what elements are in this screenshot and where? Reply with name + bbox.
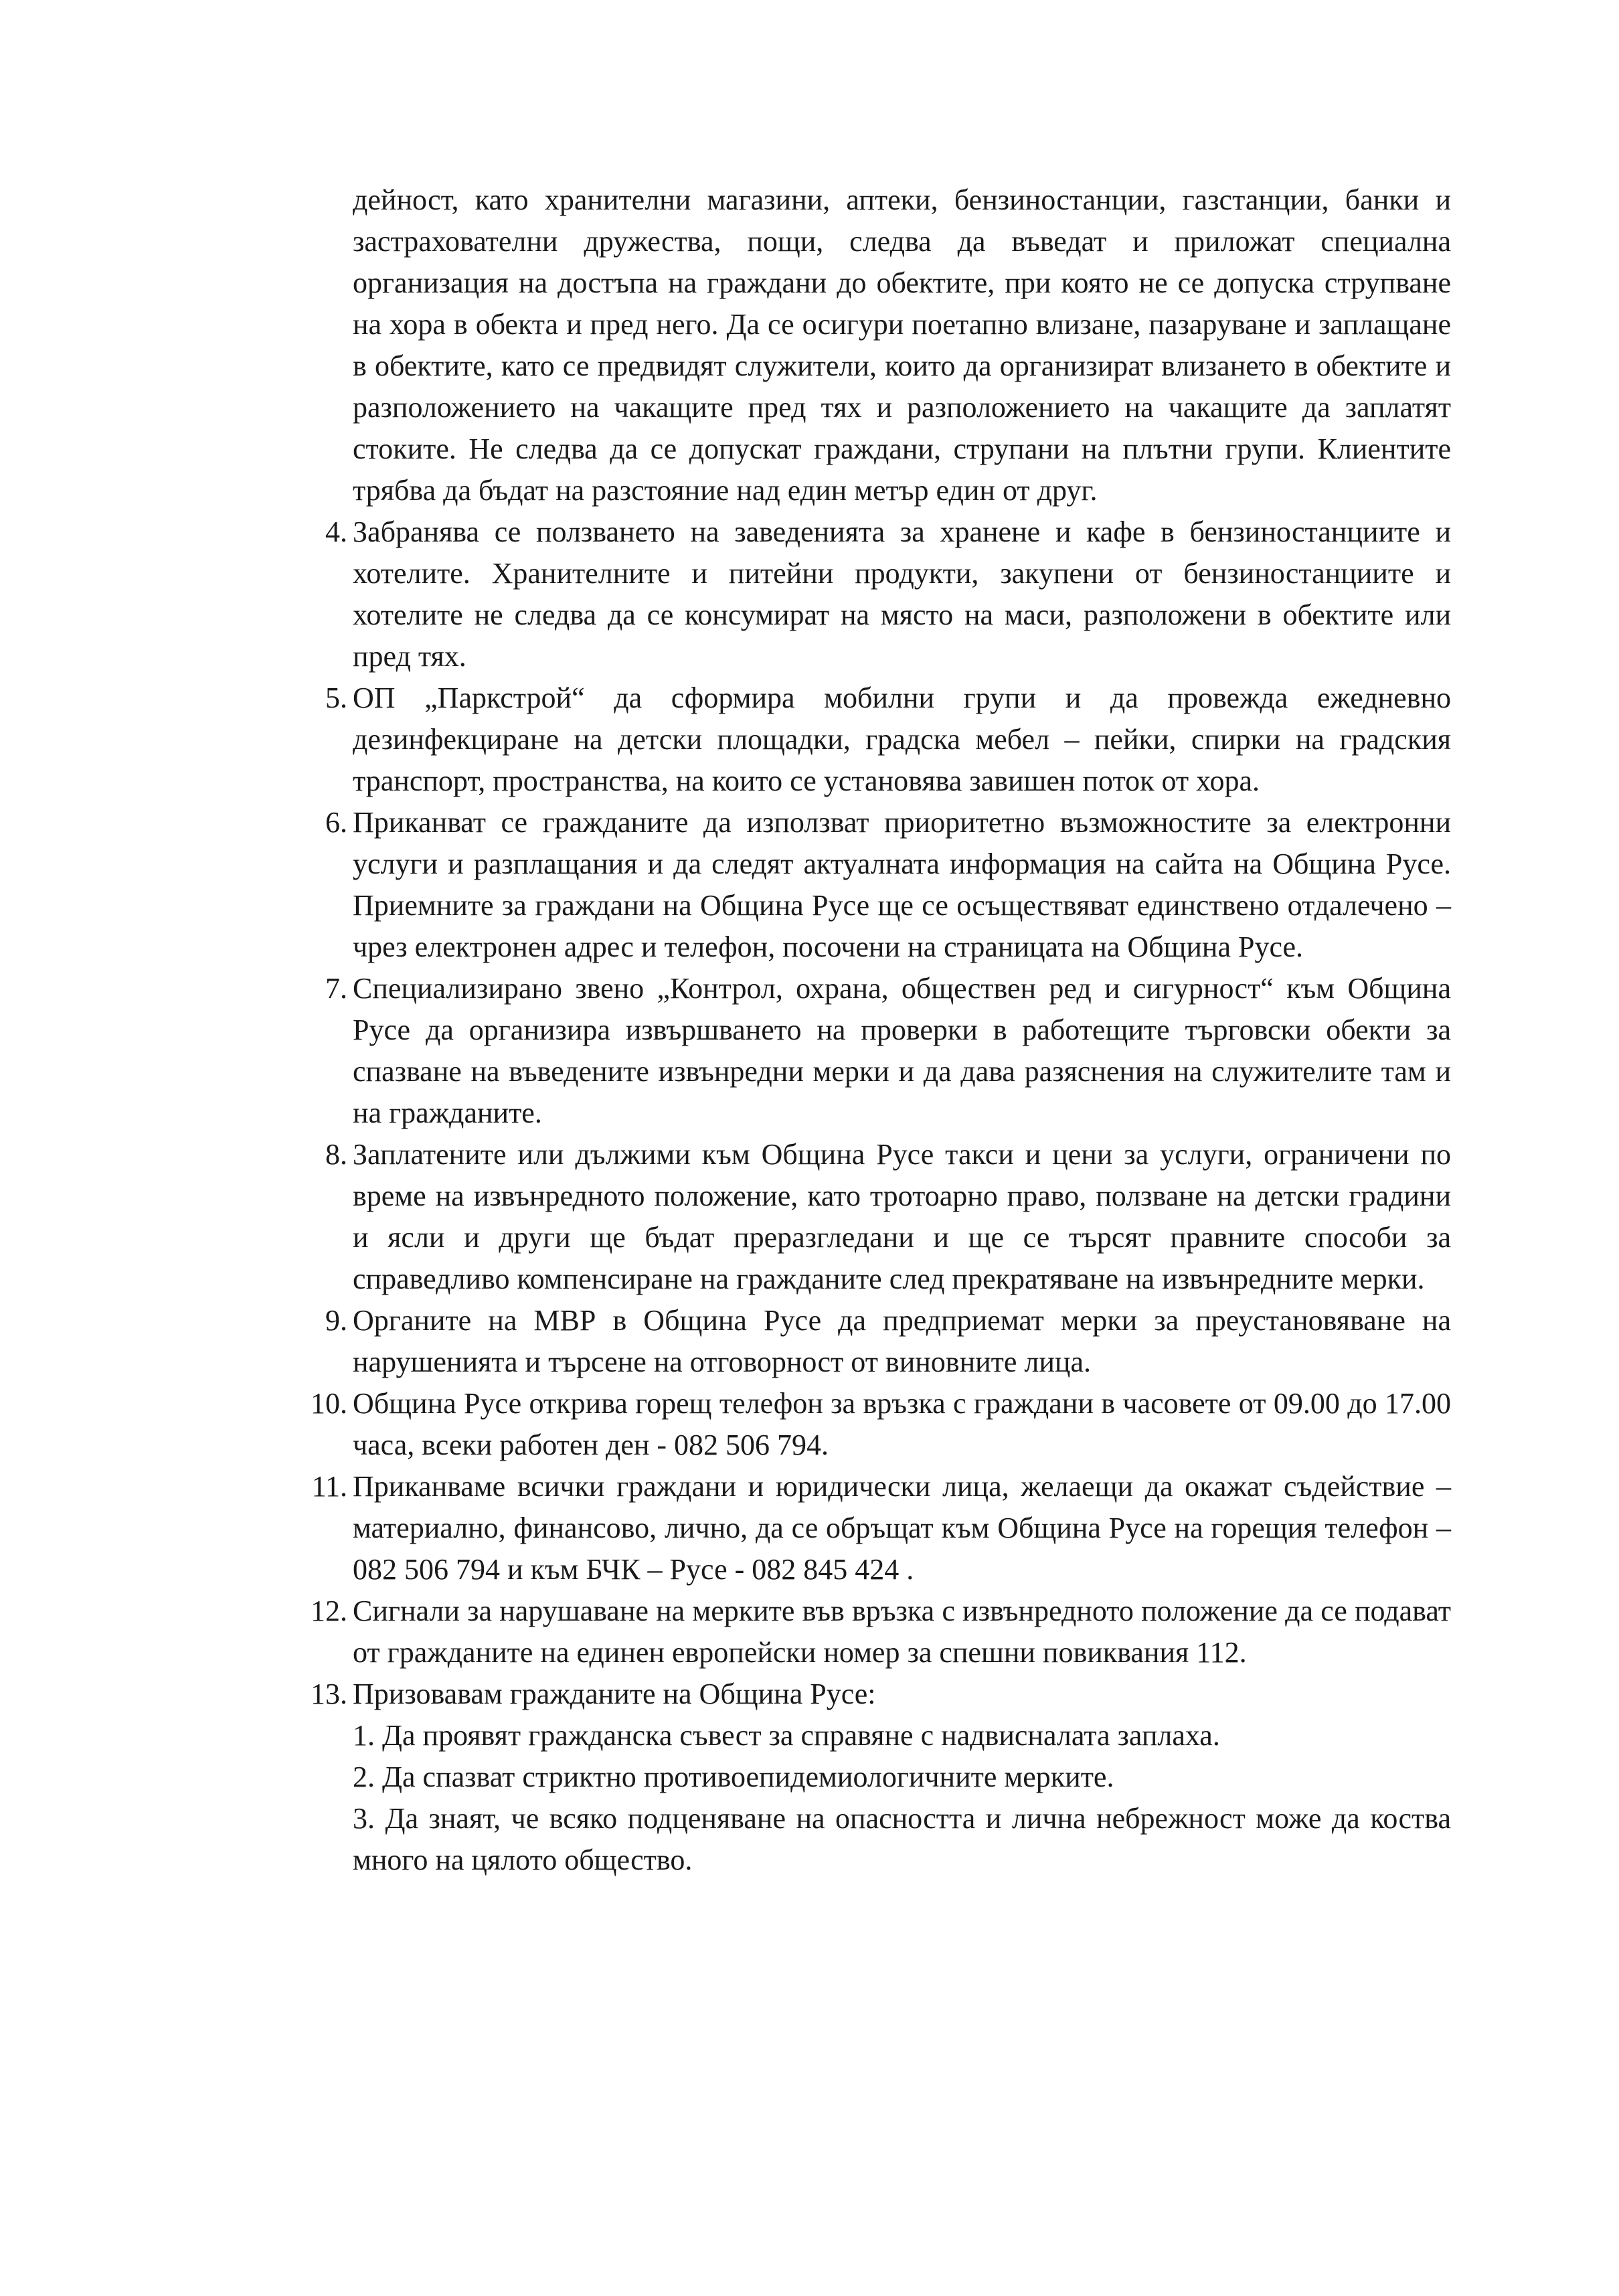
item-text: Сигнали за нарушаване на мерките във връзка с извънредното положение да се подават от гражданите на единен европейски номер за спешни повиквания 112. [353,1594,1451,1669]
item-number: 13. [311,1677,347,1710]
measures-list [296,511,1451,1881]
appeal-sublist [353,1715,1451,1881]
item-text: Забранява се ползването на заведенията за хранене и кафе в бензиностанциите и хотелите. Хранителните и питейни продукти, закупени от бензиностанциите и хотелите не следва да се консумират на място на маси, разположени в обектите или пред тях. [353,515,1451,673]
list-item [296,677,1451,802]
list-item [296,1673,1451,1881]
item-number: 9. [325,1304,347,1337]
sublist-item: 3. Да знаят, че всяко подценяване на опасността и лична небрежност може да коства много на цялото общество. [353,1802,1451,1876]
sublist-item: 1. Да проявят гражданска съвест за справяне с надвисналата заплаха. [353,1719,1220,1752]
sublist-item: 2. Да спазват стриктно противоепидемиологичните мерките. [353,1760,1114,1793]
list-item [296,1300,1451,1383]
list-item [296,1383,1451,1466]
list-item [296,1466,1451,1590]
item-text: Приканваме всички граждани и юридически лица, желаещи да окажат съдействие – материално, финансово, лично, да се обръщат към Община Русе на горещия телефон – 082 506 794 и към БЧК – Русе - 082 845 424 . [353,1470,1451,1586]
list-item [296,511,1451,677]
item-number: 7. [325,972,347,1005]
intro-paragraph: дейност, като хранителни магазини, аптеки, бензиностанции, газстанции, банки и застрахователни дружества, пощи, следва да въведат и приложат специална организация на достъпа на граждани до обектите, при която не се допуска струпване на хора в обекта и пред него. Да се осигури поетапно влизане, пазаруване и заплащане в обектите, като се предвидят служители, които да организират влизането в обектите и разположението на чакащите пред тях и разположението на чакащите да заплатят стоките. Не следва да се допускат граждани, струпани на плътни групи. Клиентите трябва да бъдат на разстояние над един метър един от друг. [353,183,1451,507]
item-number: 12. [311,1594,347,1627]
item-number: 8. [325,1138,347,1171]
list-item [296,1590,1451,1673]
item-number: 11. [311,1470,347,1503]
item-text: Призовавам гражданите на Община Русе: [353,1677,876,1710]
item-number: 5. [325,681,347,714]
document-body [296,179,1451,1881]
item-text: Органите на МВР в Община Русе да предприемат мерки за преустановяване на нарушенията и търсене на отговорност от виновните лица. [353,1304,1451,1378]
item-number: 10. [311,1387,347,1420]
item-text: Приканват се гражданите да използват приоритетно възможностите за електронни услуги и разплащания и да следят актуалната информация на сайта на Община Русе. Приемните за граждани на Община Русе ще се осъществяват единствено отдалечено – чрез електронен адрес и телефон, посочени на страницата на Община Русе. [353,806,1451,963]
item-text: Специализирано звено „Контрол, охрана, обществен ред и сигурност“ към Община Русе да организира извършването на проверки в работещите търговски обекти за спазване на въведените извънредни мерки и да дава разяснения на служителите там и на гражданите. [353,972,1451,1129]
item-number: 4. [325,515,347,548]
item-number: 6. [325,806,347,839]
item-text: Община Русе открива горещ телефон за връзка с граждани в часовете от 09.00 до 17.00 часа, всеки работен ден - 082 506 794. [353,1387,1451,1461]
list-item [296,1134,1451,1300]
list-item [296,968,1451,1134]
list-item [296,802,1451,968]
item-text: ОП „Паркстрой“ да сформира мобилни групи и да провежда ежедневно дезинфекциране на детски площадки, градска мебел – пейки, спирки на градския транспорт, пространства, на които се установява завишен поток от хора. [353,681,1451,797]
item-text: Заплатените или дължими към Община Русе такси и цени за услуги, ограничени по време на извънредното положение, като тротоарно право, ползване на детски градини и ясли и други ще бъдат преразгледани и ще се търсят правните способи за справедливо компенсиране на гражданите след прекратяване на извънредните мерки. [353,1138,1451,1295]
